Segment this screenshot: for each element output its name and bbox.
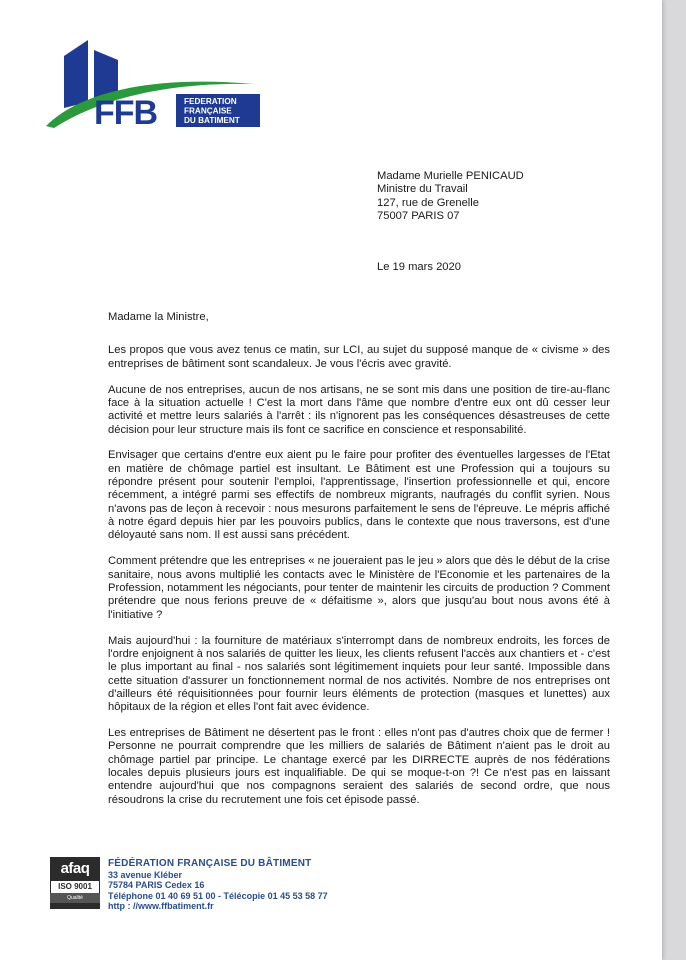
afaq-brand: afaq <box>50 857 100 881</box>
logo-name-line-2: FRANÇAISE <box>184 106 232 116</box>
recipient-city: 75007 PARIS 07 <box>377 210 460 223</box>
logo-building-left <box>64 40 88 108</box>
letter-body <box>108 283 610 820</box>
footer-contact <box>108 859 328 912</box>
paragraph-1: Les propos que vous avez tenus ce matin, sur LCI, au sujet du supposé manque de « civisme » des entreprises de bâtiment sont scandaleux. Je vous l'écris avec gravité. <box>108 344 610 370</box>
salutation: Madame la Ministre, <box>108 311 209 323</box>
ffb-logo <box>44 36 264 128</box>
logo-acronym: FFB <box>94 94 158 128</box>
footer-street: 33 avenue Kléber <box>108 869 183 880</box>
paragraph-3: Envisager que certains d'entre eux aient pu le faire pour profiter des éventuelles largesses de l'Etat en matière de chômage partiel est insultant. Le Bâtiment est une Profession qui a toujours su répondre présent pour soutenir l'emploi, l'apprentissage, l'insertion professionnelle et qui, encore récemment, a intégré parmi ses effectifs de nombreux migrants, naufragés du conflit syrien. Nous n'avons pas de leçon à recevoir : nous mesurons parfaitement le sens de l'épreuve. Le mépris affiché à notre égard depuis hier par les pouvoirs publics, dans le contexte que nous traversons, est d'une déloyauté sans nom. Il est aussi sans précédent. <box>108 449 610 542</box>
logo-name-line-1: FEDERATION <box>184 97 237 106</box>
afaq-strip <box>50 903 100 909</box>
paragraph-2: Aucune de nos entreprises, aucun de nos artisans, ne se sont mis dans une position de tire-au-flanc face à la situation actuelle ! C'est la mort dans l'âme que nombre d'entre eux ont dû cesser leur activité et mettre leurs salariés à l'arrêt : ils n'ignorent pas les conséquences désastreuses de cette décision pour leur structure mais ils font ce sacrifice en conscience et responsabilité. <box>108 383 610 436</box>
recipient-address <box>377 170 524 224</box>
afaq-iso: ISO 9001 <box>50 881 100 893</box>
footer-website-link[interactable]: http : //www.ffbatiment.fr <box>108 901 214 912</box>
letter-date: Le 19 mars 2020 <box>377 261 461 273</box>
recipient-name: Madame Murielle PENICAUD <box>377 170 524 182</box>
paragraph-4: Comment prétendre que les entreprises « ne joueraient pas le jeu » alors que dès le début de la crise sanitaire, nous avons multiplié les contacts avec le Ministère de l'Economie et les partenaires de la Profession, notamment les négociants, pour tenter de maintenir les circuits de production ? Comment prétendre que nous ferions preuve de « défaitisme », alors que jusqu'au bout nous avons été à l'initiative ? <box>108 555 610 621</box>
footer-phone: Téléphone 01 40 69 51 00 - Télécopie 01 45 53 58 77 <box>108 890 328 901</box>
logo-name-line-3: DU BATIMENT <box>184 116 240 125</box>
recipient-street: 127, rue de Grenelle <box>377 196 479 209</box>
footer-city: 75784 PARIS Cedex 16 <box>108 880 205 891</box>
afaq-certification-logo <box>50 857 100 913</box>
footer-org-name: FÉDÉRATION FRANÇAISE DU BÂTIMENT <box>108 858 312 869</box>
logo-building-right <box>94 50 118 98</box>
recipient-title: Ministre du Travail <box>377 183 468 196</box>
paragraph-6: Les entreprises de Bâtiment ne désertent pas le front : elles n'ont pas d'autres choix que de fermer ! Personne ne pourrait comprendre que les milliers de salariés de Bâtiment n'aient pas le droit au chômage partiel par principe. Le chantage exercé par les DIRRECTE auprès de nos fédérations locales depuis plusieurs jours est inqualifiable. De qui se moque-t-on ?! Ce n'est pas en laissant entendre aujourd'hui que nos compagnons seraient des salariés de second ordre, que nous résoudrons la crise du recrutement une fois cet épisode passé. <box>108 727 610 806</box>
paragraph-5: Mais aujourd'hui : la fourniture de matériaux s'interrompt dans de nombreux endroits, les forces de l'ordre enjoignent à nos salariés de quitter les lieux, les clients refusent l'accès aux chantiers et - c'est le plus important au final - nos salariés sont légitimement inquiets pour leur santé. Impossible dans cette situation d'assurer un fonctionnement normal de nos activités. Nombre de nos entreprises ont d'ailleurs été réquisitionnées pour fournir leurs éléments de protection (masques et lunettes) aux hôpitaux de la région et elles l'ont fait avec évidence. <box>108 634 610 714</box>
afaq-label: Qualité <box>50 893 100 903</box>
letter-footer <box>50 857 610 917</box>
